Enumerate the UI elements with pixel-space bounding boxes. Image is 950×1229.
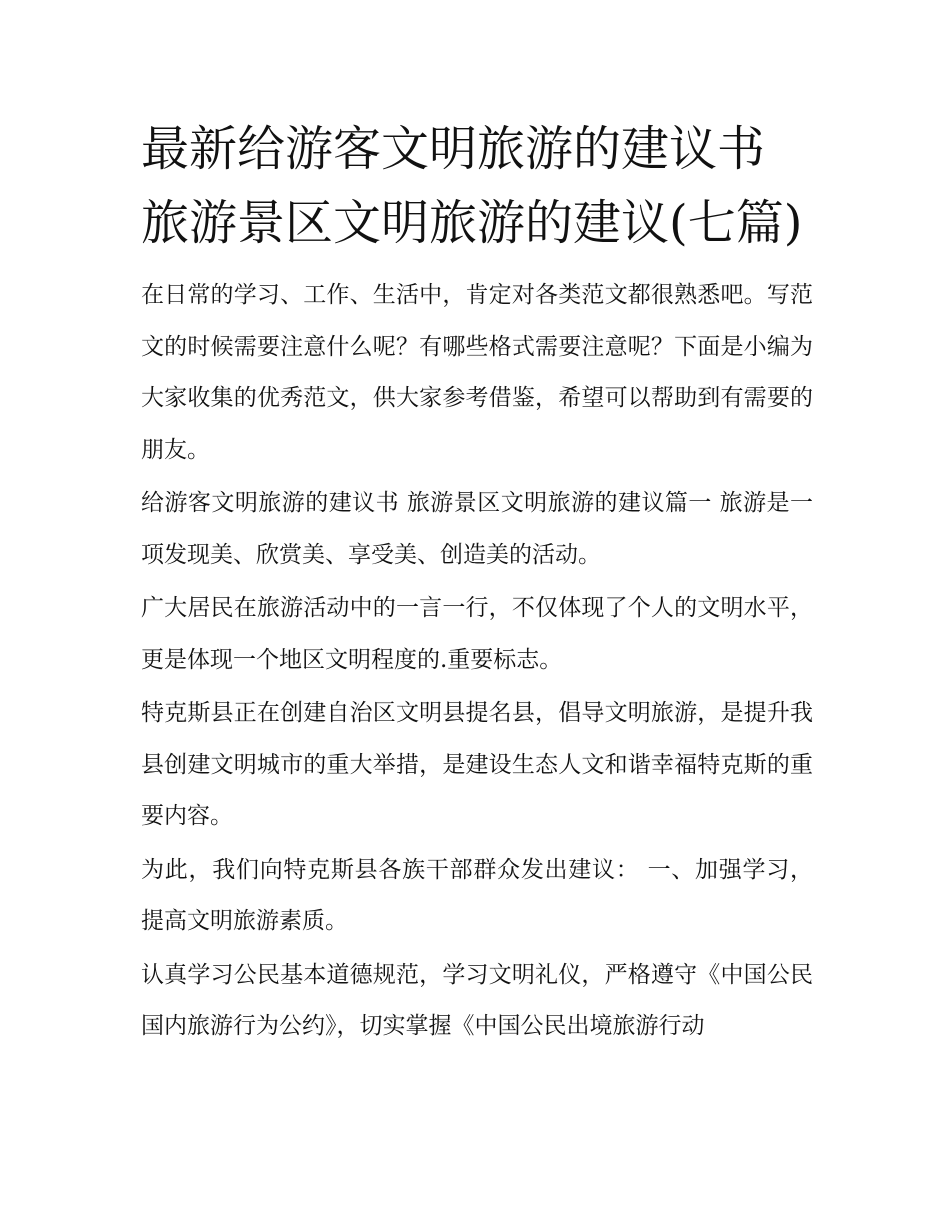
document-body (141, 112, 813, 1055)
paragraph-5: 认真学习公民基本道德规范，学习文明礼仪，严格遵守《中国公民国内旅游行为公约》，切实掌握《中国公民出境旅游行动 (141, 961, 813, 1039)
paragraph-4: 为此，我们向特克斯县各族干部群众发出建议： 一、加强学习，提高文明旅游素质。 (141, 856, 813, 934)
paragraph-3: 特克斯县正在创建自治区文明县提名县，倡导文明旅游，是提升我县创建文明城市的重大举措，是建设生态人文和谐幸福特克斯的重要内容。 (141, 700, 813, 829)
paragraph-1: 给游客文明旅游的建议书 旅游景区文明旅游的建议篇一 旅游是一项发现美、欣赏美、享受美、创造美的活动。 (141, 490, 813, 568)
document-title: 最新给游客文明旅游的建议书 旅游景区文明旅游的建议(七篇) (141, 121, 803, 251)
paragraph-2: 广大居民在旅游活动中的一言一行，不仅体现了个人的文明水平，更是体现一个地区文明程度的.重要标志。 (141, 595, 813, 673)
paragraph-intro: 在日常的学习、工作、生活中，肯定对各类范文都很熟悉吧。写范文的时候需要注意什么呢？有哪些格式需要注意呢？下面是小编为大家收集的优秀范文，供大家参考借鉴，希望可以帮助到有需要的朋友。 (141, 282, 813, 463)
